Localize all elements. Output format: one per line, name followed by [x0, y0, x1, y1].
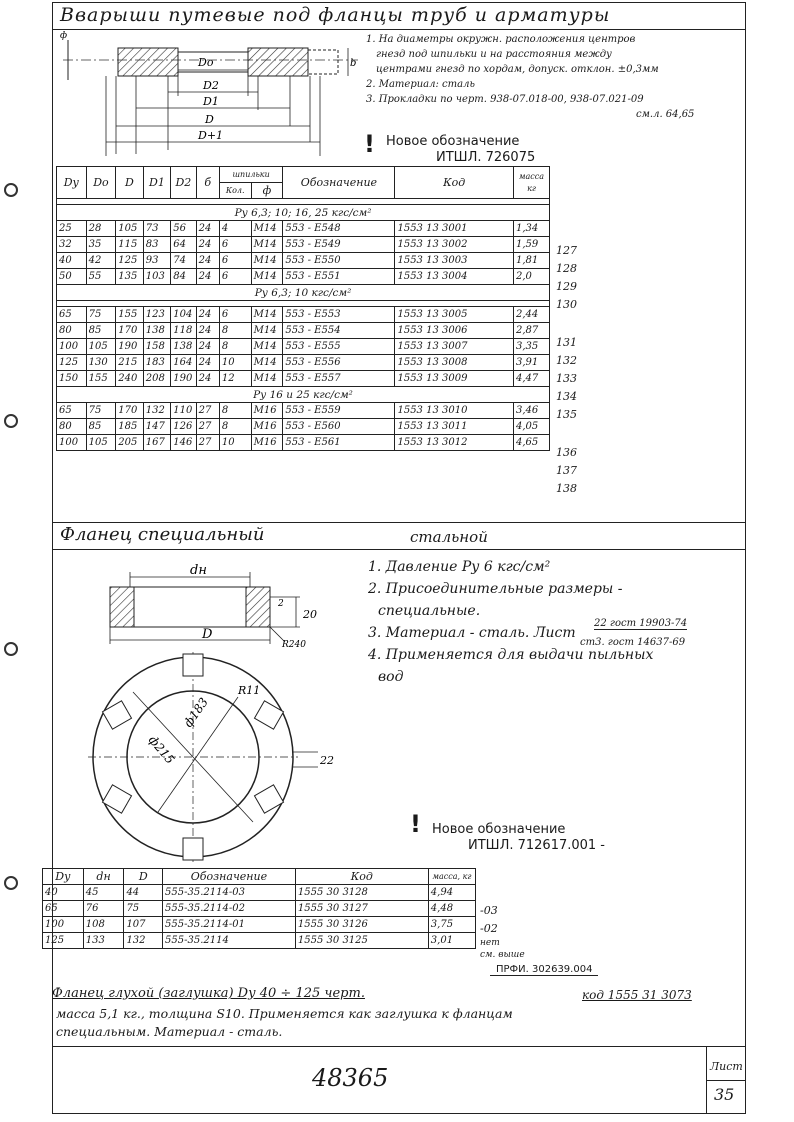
- sheet-label: Лист: [710, 1060, 743, 1073]
- col-mass: масса кг: [513, 167, 549, 199]
- table-cell: 135: [116, 269, 144, 285]
- dim-dn: dн: [190, 563, 207, 578]
- table-cell: 85: [86, 323, 116, 339]
- table-cell: 2,44: [513, 307, 549, 323]
- table-cell: 35: [86, 237, 116, 253]
- table-cell: 1555 30 3128: [295, 885, 428, 901]
- sheet-ref: 130: [556, 298, 577, 311]
- col-d1: D1: [143, 167, 171, 199]
- new-designation-code: ИТШЛ. 726075: [436, 150, 536, 165]
- table-cell: 105: [116, 221, 144, 237]
- table-cell: М14: [251, 253, 283, 269]
- table-cell: 553 - Е556: [283, 355, 395, 371]
- table-cell: 1553 13 3012: [395, 435, 513, 451]
- dim-phi215: ф215: [145, 732, 178, 767]
- table-cell: 553 - Е553: [283, 307, 395, 323]
- divider: [52, 522, 746, 523]
- table-cell: М14: [251, 355, 283, 371]
- dim-fi: ф: [60, 31, 68, 41]
- dim-2: 2: [278, 599, 284, 609]
- table-row: [43, 885, 476, 901]
- table-cell: 45: [83, 885, 124, 901]
- col-dy: Dу: [57, 167, 87, 199]
- table-row: [57, 403, 550, 419]
- flange-plan-drawing: [88, 652, 348, 862]
- table-cell: 3,35: [513, 339, 549, 355]
- table-cell: 553 - Е557: [283, 371, 395, 387]
- table-cell: 75: [86, 307, 116, 323]
- side-note: см. выше: [480, 950, 525, 960]
- note-line: 3. Материал - сталь. Лист: [368, 625, 576, 641]
- table-cell: 553 - Е549: [283, 237, 395, 253]
- table-cell: 1553 13 3008: [395, 355, 513, 371]
- table-cell: 1555 30 3125: [295, 933, 428, 949]
- table-cell: 56: [171, 221, 196, 237]
- table-cell: 1555 30 3127: [295, 901, 428, 917]
- table-cell: 84: [171, 269, 196, 285]
- table-cell: 185: [116, 419, 144, 435]
- dim-b: b: [350, 58, 357, 69]
- table-row: [57, 355, 550, 371]
- table-cell: 553 - Е561: [283, 435, 395, 451]
- weldin-section-drawing: [58, 30, 368, 165]
- table-cell: 100: [57, 339, 87, 355]
- table-cell: 107: [124, 917, 163, 933]
- table-cell: 158: [143, 339, 171, 355]
- table-cell: 110: [171, 403, 196, 419]
- table-cell: 65: [57, 403, 87, 419]
- table-cell: 8: [219, 323, 251, 339]
- table-cell: 40: [57, 253, 87, 269]
- variant-ref: нет: [480, 938, 500, 948]
- table-cell: 150: [57, 371, 87, 387]
- table-cell: 208: [143, 371, 171, 387]
- table-row: [57, 269, 550, 285]
- table-cell: 170: [116, 323, 144, 339]
- table-cell: 553 - Е560: [283, 419, 395, 435]
- archive-number: 48365: [312, 1064, 389, 1092]
- table-cell: 24: [196, 355, 219, 371]
- table-cell: 75: [124, 901, 163, 917]
- section-title: Ру 6,3; 10 кгс/см²: [57, 285, 550, 301]
- sheet-ref: 128: [556, 262, 577, 275]
- table-cell: М14: [251, 371, 283, 387]
- dim-d2: D2: [203, 79, 219, 92]
- table-cell: 1553 13 3007: [395, 339, 513, 355]
- note-line: специальные.: [378, 603, 481, 619]
- table-cell: 118: [171, 323, 196, 339]
- table-cell: 100: [43, 917, 84, 933]
- note-line: 3. Прокладки по черт. 938-07.018-00, 938-07.021-09: [366, 94, 644, 105]
- table-cell: 76: [83, 901, 124, 917]
- new-designation-special: [432, 822, 605, 854]
- col-code: Код: [295, 869, 428, 885]
- dim-r240: R240: [282, 640, 306, 650]
- note-line: центрами гнезд по хордам, допуск. отклон. ±0,3мм: [376, 64, 659, 75]
- table-cell: 1553 13 3010: [395, 403, 513, 419]
- pfi-reference: ПРФИ. 302639.004: [490, 964, 598, 976]
- table-cell: 3,75: [428, 917, 475, 933]
- dim-20: 20: [303, 608, 317, 621]
- table-cell: 3,01: [428, 933, 475, 949]
- table-cell: 147: [143, 419, 171, 435]
- section-title: Ру 16 и 25 кгс/см²: [57, 387, 550, 403]
- table-cell: М14: [251, 339, 283, 355]
- sheet-ref: 134: [556, 390, 577, 403]
- table-cell: М14: [251, 221, 283, 237]
- table-cell: 6: [219, 253, 251, 269]
- dim-d: D: [205, 113, 214, 126]
- table-cell: М16: [251, 419, 283, 435]
- table-row: [57, 323, 550, 339]
- table-cell: 553 - Е554: [283, 323, 395, 339]
- table-cell: 3,46: [513, 403, 549, 419]
- table-cell: М16: [251, 403, 283, 419]
- sheet-ref: 133: [556, 372, 577, 385]
- table-cell: 105: [86, 339, 116, 355]
- table-cell: 24: [196, 221, 219, 237]
- col-d2: D2: [171, 167, 196, 199]
- note-line: вод: [378, 669, 404, 685]
- table-cell: 24: [196, 339, 219, 355]
- table-cell: 6: [219, 237, 251, 253]
- table-cell: 1553 13 3006: [395, 323, 513, 339]
- attention-mark: !: [410, 810, 421, 838]
- table-cell: 553 - Е559: [283, 403, 395, 419]
- steel-standard: ст3. гост 14637-69: [580, 637, 686, 648]
- table-cell: М14: [251, 269, 283, 285]
- table-cell: 167: [143, 435, 171, 451]
- binder-hole: [4, 642, 18, 656]
- table-cell: 24: [196, 253, 219, 269]
- variant-ref: -02: [480, 922, 498, 935]
- table-cell: 27: [196, 403, 219, 419]
- sheet-ref: 131: [556, 336, 577, 349]
- dim-do: Dо: [198, 56, 214, 69]
- note-line: 2. Материал: сталь: [366, 79, 475, 90]
- new-designation-code: ИТШЛ. 712617.001 -: [468, 838, 606, 853]
- table-cell: 1553 13 3003: [395, 253, 513, 269]
- table-cell: 2,0: [513, 269, 549, 285]
- sheet-standard: 22 гост 19903-74: [594, 618, 688, 629]
- table-cell: 132: [143, 403, 171, 419]
- sheet-ref: 138: [556, 482, 577, 495]
- table-cell: 132: [124, 933, 163, 949]
- divider: [706, 1080, 746, 1081]
- table-cell: 27: [196, 435, 219, 451]
- table-cell: М14: [251, 307, 283, 323]
- table-cell: 44: [124, 885, 163, 901]
- table-cell: 24: [196, 237, 219, 253]
- col-designation: Обозначение: [283, 167, 395, 199]
- table-cell: 553 - Е551: [283, 269, 395, 285]
- table-cell: 133: [83, 933, 124, 949]
- table-cell: 126: [171, 419, 196, 435]
- table-cell: 100: [57, 435, 87, 451]
- note-line: 2. Присоединительные размеры -: [368, 581, 623, 597]
- table-cell: М14: [251, 323, 283, 339]
- dim-22: 22: [320, 754, 334, 767]
- table-cell: 24: [196, 323, 219, 339]
- dim-r11: R11: [238, 684, 261, 697]
- table-cell: 64: [171, 237, 196, 253]
- table-row: [57, 307, 550, 323]
- table-cell: 164: [171, 355, 196, 371]
- col-d: D: [124, 869, 163, 885]
- table-row: [57, 419, 550, 435]
- sheet-ref: 135: [556, 408, 577, 421]
- table-cell: 555-35.2114-02: [163, 901, 296, 917]
- table-cell: 105: [86, 435, 116, 451]
- table-cell: 555-35.2114-01: [163, 917, 296, 933]
- table-row: [43, 933, 476, 949]
- table-cell: 80: [57, 419, 87, 435]
- table-cell: 10: [219, 355, 251, 371]
- dim-d: D: [202, 627, 213, 642]
- col-b: б: [196, 167, 219, 199]
- table-cell: 103: [143, 269, 171, 285]
- sheet-ref: 137: [556, 464, 577, 477]
- note-line: см.л. 64,65: [636, 109, 695, 120]
- table-cell: 55: [86, 269, 116, 285]
- col-designation: Обозначение: [163, 869, 296, 885]
- top-title: Вварыши путевые под фланцы труб и арматуры: [60, 4, 611, 26]
- section-title: Ру 6,3; 10; 16, 25 кгс/см²: [57, 205, 550, 221]
- table-cell: 1553 13 3011: [395, 419, 513, 435]
- note-line: 1. На диаметры окружн. расположения центров: [366, 34, 636, 45]
- table-cell: 1553 13 3009: [395, 371, 513, 387]
- sheet-ref: 136: [556, 446, 577, 459]
- table-cell: 27: [196, 419, 219, 435]
- table-row: [57, 371, 550, 387]
- table-cell: 553 - Е550: [283, 253, 395, 269]
- table-cell: 138: [171, 339, 196, 355]
- col-qty: Кол.: [219, 183, 251, 199]
- sheet-ref: 132: [556, 354, 577, 367]
- table-cell: 1553 13 3004: [395, 269, 513, 285]
- table-cell: 24: [196, 371, 219, 387]
- table-cell: 12: [219, 371, 251, 387]
- dim-phi183: ф183: [180, 695, 211, 730]
- table-cell: 1,59: [513, 237, 549, 253]
- table-cell: 146: [171, 435, 196, 451]
- col-fi: ф: [251, 183, 283, 199]
- table-cell: 240: [116, 371, 144, 387]
- note-line: 4. Применяется для выдачи пыльных: [368, 647, 654, 663]
- table-cell: 8: [219, 339, 251, 355]
- table-cell: 8: [219, 403, 251, 419]
- table-cell: 93: [143, 253, 171, 269]
- col-dy: Dу: [43, 869, 84, 885]
- table-cell: 215: [116, 355, 144, 371]
- sheet-number: 35: [714, 1085, 735, 1104]
- table-cell: 183: [143, 355, 171, 371]
- new-designation-label: Новое обозначение: [432, 822, 566, 837]
- table-row: [57, 221, 550, 237]
- table-cell: 2,87: [513, 323, 549, 339]
- sheet-ref: 129: [556, 280, 577, 293]
- special-flange-material: стальной: [410, 528, 488, 546]
- table-cell: 3,91: [513, 355, 549, 371]
- table-cell: 555-35.2114: [163, 933, 296, 949]
- table-cell: 8: [219, 419, 251, 435]
- note-line: гнезд под шпильки и на расстояния между: [376, 49, 612, 60]
- table-cell: 1553 13 3002: [395, 237, 513, 253]
- table-cell: 170: [116, 403, 144, 419]
- table-cell: 553 - Е548: [283, 221, 395, 237]
- flange-section-drawing: [70, 552, 340, 652]
- binder-hole: [4, 183, 18, 197]
- table-row: [57, 339, 550, 355]
- col-do: Dо: [86, 167, 116, 199]
- table-row: [43, 901, 476, 917]
- table-cell: 155: [116, 307, 144, 323]
- table-cell: 24: [196, 307, 219, 323]
- blind-flange-text: специальным. Материал - сталь.: [56, 1024, 283, 1039]
- table-cell: 75: [86, 403, 116, 419]
- table-cell: 50: [57, 269, 87, 285]
- sheet-ref: 127: [556, 244, 577, 257]
- table-cell: 1555 30 3126: [295, 917, 428, 933]
- note-line: 1. Давление Ру 6 кгс/см²: [368, 559, 551, 575]
- table-cell: 4,05: [513, 419, 549, 435]
- table-cell: 4,94: [428, 885, 475, 901]
- table-cell: 190: [116, 339, 144, 355]
- variant-ref: -03: [480, 904, 498, 917]
- table-cell: 25: [57, 221, 87, 237]
- table-cell: 190: [171, 371, 196, 387]
- table-cell: 125: [116, 253, 144, 269]
- attention-mark: !: [364, 130, 375, 158]
- table-cell: 108: [83, 917, 124, 933]
- col-code: Код: [395, 167, 513, 199]
- dim-d-plus1: D+1: [198, 129, 224, 142]
- col-dn: dн: [83, 869, 124, 885]
- binder-hole: [4, 876, 18, 890]
- table-cell: 555-35.2114-03: [163, 885, 296, 901]
- table-cell: 115: [116, 237, 144, 253]
- new-designation-label: Новое обозначение: [386, 134, 520, 149]
- table-cell: 65: [57, 307, 87, 323]
- table-cell: 24: [196, 269, 219, 285]
- table-cell: 1,34: [513, 221, 549, 237]
- table-cell: 1,81: [513, 253, 549, 269]
- table-cell: 205: [116, 435, 144, 451]
- new-designation-top: [386, 134, 535, 166]
- table-cell: 4: [219, 221, 251, 237]
- dim-d1: D1: [203, 95, 219, 108]
- table-cell: 1553 13 3001: [395, 221, 513, 237]
- table-cell: 28: [86, 221, 116, 237]
- table-cell: 123: [143, 307, 171, 323]
- table-cell: 4,48: [428, 901, 475, 917]
- table-cell: 155: [86, 371, 116, 387]
- table-cell: 65: [43, 901, 84, 917]
- table-row: [57, 435, 550, 451]
- table-row: [43, 917, 476, 933]
- table-cell: 104: [171, 307, 196, 323]
- table-cell: 1553 13 3005: [395, 307, 513, 323]
- divider: [52, 1046, 746, 1047]
- table-row: [57, 253, 550, 269]
- special-flange-table: [42, 868, 476, 949]
- table-cell: 125: [43, 933, 84, 949]
- weldin-table: [56, 166, 550, 451]
- table-cell: М14: [251, 237, 283, 253]
- table-cell: 553 - Е555: [283, 339, 395, 355]
- table-cell: 73: [143, 221, 171, 237]
- col-d: D: [116, 167, 144, 199]
- table-row: [57, 237, 550, 253]
- col-mass: масса, кг: [428, 869, 475, 885]
- divider: [52, 549, 746, 550]
- top-notes: [366, 32, 746, 122]
- blind-flange-title: Фланец глухой (заглушка) Dу 40 ÷ 125 черт.: [52, 986, 365, 1001]
- table-cell: 80: [57, 323, 87, 339]
- col-studs: шпильки: [219, 167, 282, 183]
- table-cell: 40: [43, 885, 84, 901]
- table-cell: 83: [143, 237, 171, 253]
- blind-flange-code: код 1555 31 3073: [582, 988, 692, 1002]
- table-cell: 74: [171, 253, 196, 269]
- table-cell: 32: [57, 237, 87, 253]
- binder-hole: [4, 414, 18, 428]
- special-flange-title: Фланец специальный: [60, 524, 265, 545]
- table-cell: М16: [251, 435, 283, 451]
- table-cell: 138: [143, 323, 171, 339]
- table-cell: 4,65: [513, 435, 549, 451]
- table-cell: 6: [219, 269, 251, 285]
- table-cell: 4,47: [513, 371, 549, 387]
- table-cell: 6: [219, 307, 251, 323]
- table-cell: 130: [86, 355, 116, 371]
- table-cell: 42: [86, 253, 116, 269]
- table-cell: 85: [86, 419, 116, 435]
- table-cell: 10: [219, 435, 251, 451]
- table-cell: 125: [57, 355, 87, 371]
- blind-flange-text: масса 5,1 кг., толщина S10. Применяется как заглушка к фланцам: [56, 1006, 513, 1021]
